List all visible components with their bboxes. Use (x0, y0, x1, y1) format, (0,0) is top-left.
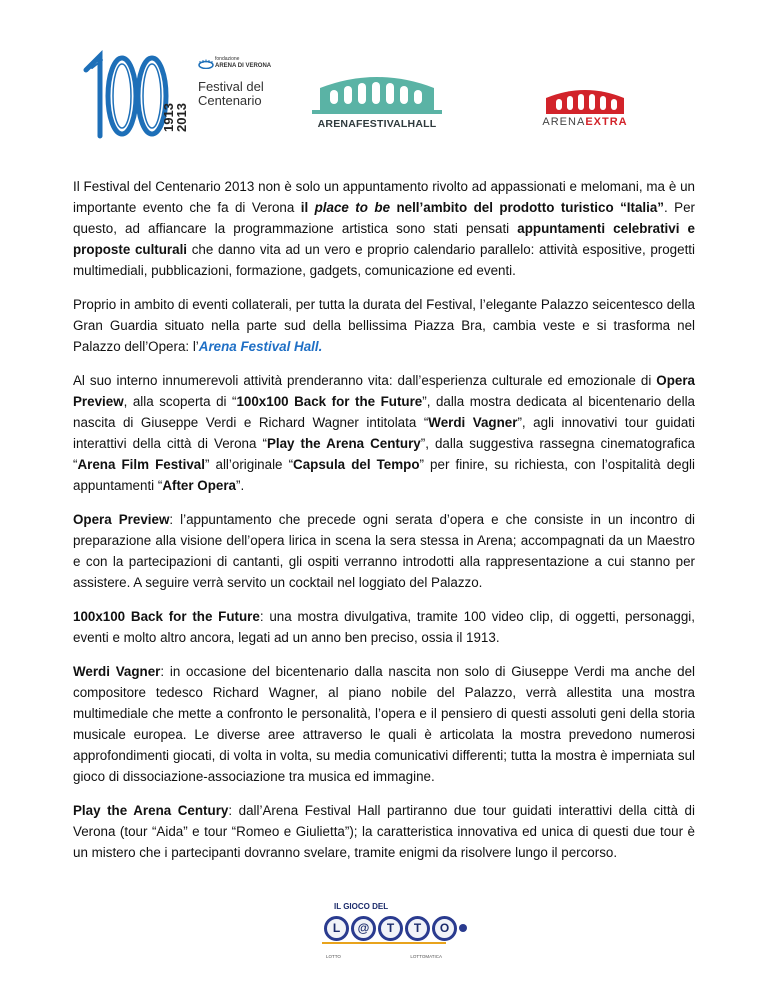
paragraph-werdi-vagner: Werdi Vagner: in occasione del bicentenario dalla nascita non solo di Giuseppe Verdi ma anche del compositore tedesco Richard Wagner, al piano nobile del Palazzo, verrà allestita una mostra multimediale che mette a confronto le personalità, l’opera e il pensiero di questi assoluti geni della storia musicale europea. Le diverse aree attraverso le quali è articolata la mostra prevedono numerosi approfondimenti giocati, di volta in volta, su media comunicativi differenti; tutta la mostra è imperniata sul gioco di dissociazione-associazione tra musica ed immagine. (73, 664, 695, 784)
paragraph-opera-preview: Opera Preview: l’appuntamento che precede ogni serata d’opera e che consiste in un incontro di preparazione alla visione dell’opera lirica in scena la sera stessa in Arena; accompagnati da un Maestro e con la partecipazioni di cantanti, gli ospiti verranno introdotti alla rappresentazione a cui stanno per assistere. A seguire verrà servito un cocktail nel loggiato del Palazzo. (73, 512, 695, 590)
lotto-ball-t2: T (405, 916, 430, 941)
arena-festival-hall-logo (302, 68, 452, 138)
lotto-small-right: LOTTOMATICA (410, 954, 442, 959)
festival-title: Festival del Centenario (198, 79, 264, 108)
lotto-balls (324, 916, 467, 941)
lotto-ball-l: L (324, 916, 349, 941)
paragraph-intro: Il Festival del Centenario 2013 non è solo un appuntamento rivolto ad appassionati e melomani, ma è un importante evento che fa di Verona il place to be nell’ambito del prodotto turistico “Italia”. Per questo, ad affiancare la programmazione artistica sono stati pensati appuntamenti celebrativi e proposte culturali che danno vita ad un vero e proprio calendario parallelo: attività espositive, progetti multimediali, pubblicazioni, formazione, gadgets, comunicazione ed eventi. (73, 179, 695, 278)
paragraph-play-the-arena-century: Play the Arena Century: dall’Arena Festival Hall partiranno due tour guidati interattivi della città di Verona (tour “Aida” e tour “Romeo e Giulietta”); la caratteristica innovativa ed unica di questi due tour è un mistero che i partecipanti dovranno svelare, tramite enigmi da risolvere lungo il percorso. (73, 803, 695, 860)
fondazione-label: fondazione (215, 56, 240, 62)
arena-emblem-icon (198, 59, 214, 69)
arena-extra-building-icon (530, 86, 640, 116)
il-gioco-del-lotto-logo (322, 902, 450, 968)
afh-wordmark: ARENAFESTIVALHALL (317, 118, 437, 130)
lotto-small-left: LOTTO (326, 954, 341, 959)
document-body (73, 176, 695, 876)
arena-extra-wordmark: ARENAEXTRA (542, 116, 628, 128)
lotto-ball-at: @ (351, 916, 376, 941)
lotto-ball-t1: T (378, 916, 403, 941)
arena-di-verona-label: ARENA DI VERONA (215, 63, 272, 69)
arena-festival-hall-highlight: Arena Festival Hall. (198, 339, 323, 354)
centenario-100-graphic (78, 46, 170, 142)
paragraph-arena-festival-hall: Proprio in ambito di eventi collaterali, per tutta la durata del Festival, l’elegante Palazzo seicentesco della Gran Guardia situato nella parte sud della bellissima Piazza Bra, cambia veste e si trasforma nel Palazzo dell’Opera: l’Arena Festival Hall. (73, 297, 695, 354)
arena-building-icon (302, 68, 452, 118)
arena-extra-logo (530, 86, 640, 136)
paragraph-100x100: 100x100 Back for the Future: una mostra divulgativa, tramite 100 video clip, di oggetti, personaggi, eventi e molto altro ancora, legati ad un anno ben preciso, ossia il 1913. (73, 609, 695, 645)
festival-del-centenario-logo (78, 46, 272, 142)
lotto-divider (322, 942, 446, 944)
lotto-ball-o: O (432, 916, 457, 941)
centenario-years: 1913 2013 (161, 103, 189, 132)
lotto-dot-icon (459, 924, 467, 932)
paragraph-activities: Al suo interno innumerevoli attività prenderanno vita: dall’esperienza culturale ed emozionale di Opera Preview, alla scoperta di “100x100 Back for the Future”, dalla mostra dedicata al bicentenario della nascita di Giuseppe Verdi e Richard Wagner intitolata “Werdi Vagner”, agli innovativi tour guidati interattivi della città di Verona “Play the Arena Century”, dalla suggestiva rassegna cinematografica “Arena Film Festival” all’originale “Capsula del Tempo” per finire, su richiesta, con l’ospitalità degli appuntamenti “After Opera”. (73, 373, 695, 493)
lotto-tagline: IL GIOCO DEL (334, 902, 389, 911)
